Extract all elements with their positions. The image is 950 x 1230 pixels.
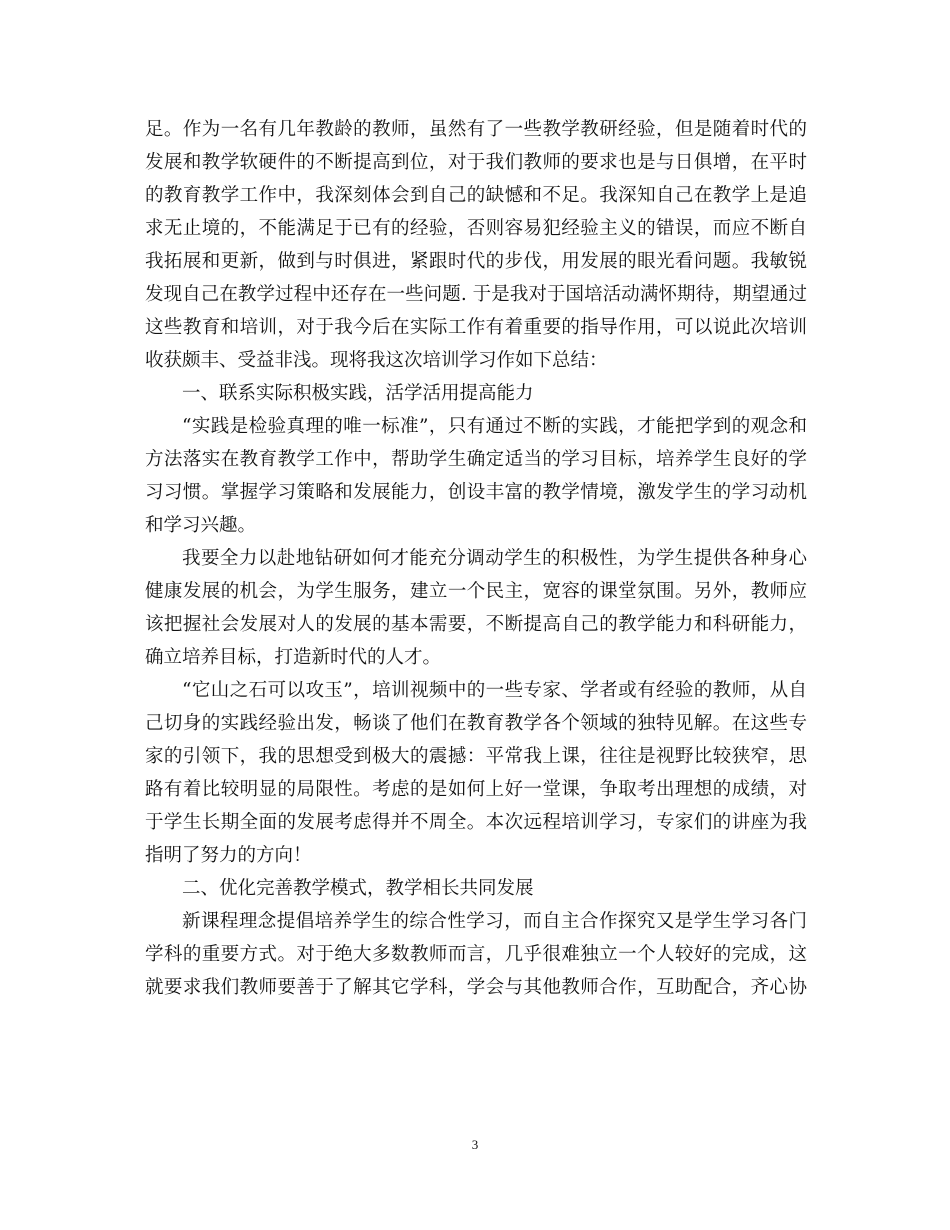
text-line: “实践是检验真理的唯一标准”，只有通过不断的实践，才能把学到的观念和 bbox=[182, 416, 807, 437]
text-line: 发现自己在教学过程中还存在一些问题. 于是我对于国培活动满怀期待，期望通过 bbox=[145, 284, 807, 305]
text-line: 就要求我们教师要善于了解其它学科，学会与其他教师合作，互助配合，齐心协 bbox=[145, 977, 807, 998]
page-number: 3 bbox=[471, 1137, 479, 1152]
text-line: 求无止境的，不能满足于已有的经验，否则容易犯经验主义的错误，而应不断自 bbox=[145, 218, 807, 239]
text-line: 我拓展和更新，做到与时俱进，紧跟时代的步伐，用发展的眼光看问题。我敏锐 bbox=[145, 251, 807, 272]
text-line: 二、优化完善教学模式，教学相长共同发展 bbox=[182, 878, 534, 899]
text-line: 新课程理念提倡培养学生的综合性学习，而自主合作探究又是学生学习各门 bbox=[182, 911, 807, 932]
text-line: “它山之石可以攻玉”，培训视频中的一些专家、学者或有经验的教师，从自 bbox=[182, 680, 807, 701]
text-line: 和学习兴趣。 bbox=[145, 515, 257, 536]
text-line: 己切身的实践经验出发，畅谈了他们在教育教学各个领域的独特见解。在这些专 bbox=[145, 713, 807, 734]
body-text bbox=[145, 113, 807, 1004]
text-line: 学科的重要方式。对于绝大多数教师而言，几乎很难独立一个人较好的完成，这 bbox=[145, 944, 807, 965]
text-line: 这些教育和培训，对于我今后在实际工作有着重要的指导作用，可以说此次培训 bbox=[145, 317, 807, 338]
text-line: 足。作为一名有几年教龄的教师，虽然有了一些教学教研经验，但是随着时代的 bbox=[145, 119, 807, 140]
text-line: 家的引领下，我的思想受到极大的震撼：平常我上课，往往是视野比较狭窄，思 bbox=[145, 746, 807, 767]
text-line: 指明了努力的方向！ bbox=[145, 845, 312, 866]
text-line: 于学生长期全面的发展考虑得并不周全。本次远程培训学习，专家们的讲座为我 bbox=[145, 812, 807, 833]
text-line: 的教育教学工作中，我深刻体会到自己的缺憾和不足。我深知自己在教学上是追 bbox=[145, 185, 807, 206]
text-line: 我要全力以赴地钻研如何才能充分调动学生的积极性，为学生提供各种身心 bbox=[182, 548, 807, 569]
text-line: 路有着比较明显的局限性。考虑的是如何上好一堂课，争取考出理想的成绩，对 bbox=[145, 779, 807, 800]
text-line: 确立培养目标，打造新时代的人才。 bbox=[145, 647, 442, 668]
text-line: 收获颇丰、受益非浅。现将我这次培训学习作如下总结： bbox=[145, 350, 608, 371]
text-line: 健康发展的机会，为学生服务，建立一个民主，宽容的课堂氛围。另外，教师应 bbox=[145, 581, 807, 602]
text-line: 发展和教学软硬件的不断提高到位，对于我们教师的要求也是与日俱增，在平时 bbox=[145, 152, 807, 173]
text-line: 方法落实在教育教学工作中，帮助学生确定适当的学习目标，培养学生良好的学 bbox=[145, 449, 807, 470]
text-line: 一、联系实际积极实践，活学活用提高能力 bbox=[182, 383, 534, 404]
text-line: 习习惯。掌握学习策略和发展能力，创设丰富的教学情境，激发学生的学习动机 bbox=[145, 482, 807, 503]
text-line: 该把握社会发展对人的发展的基本需要，不断提高自己的教学能力和科研能力， bbox=[145, 614, 807, 635]
